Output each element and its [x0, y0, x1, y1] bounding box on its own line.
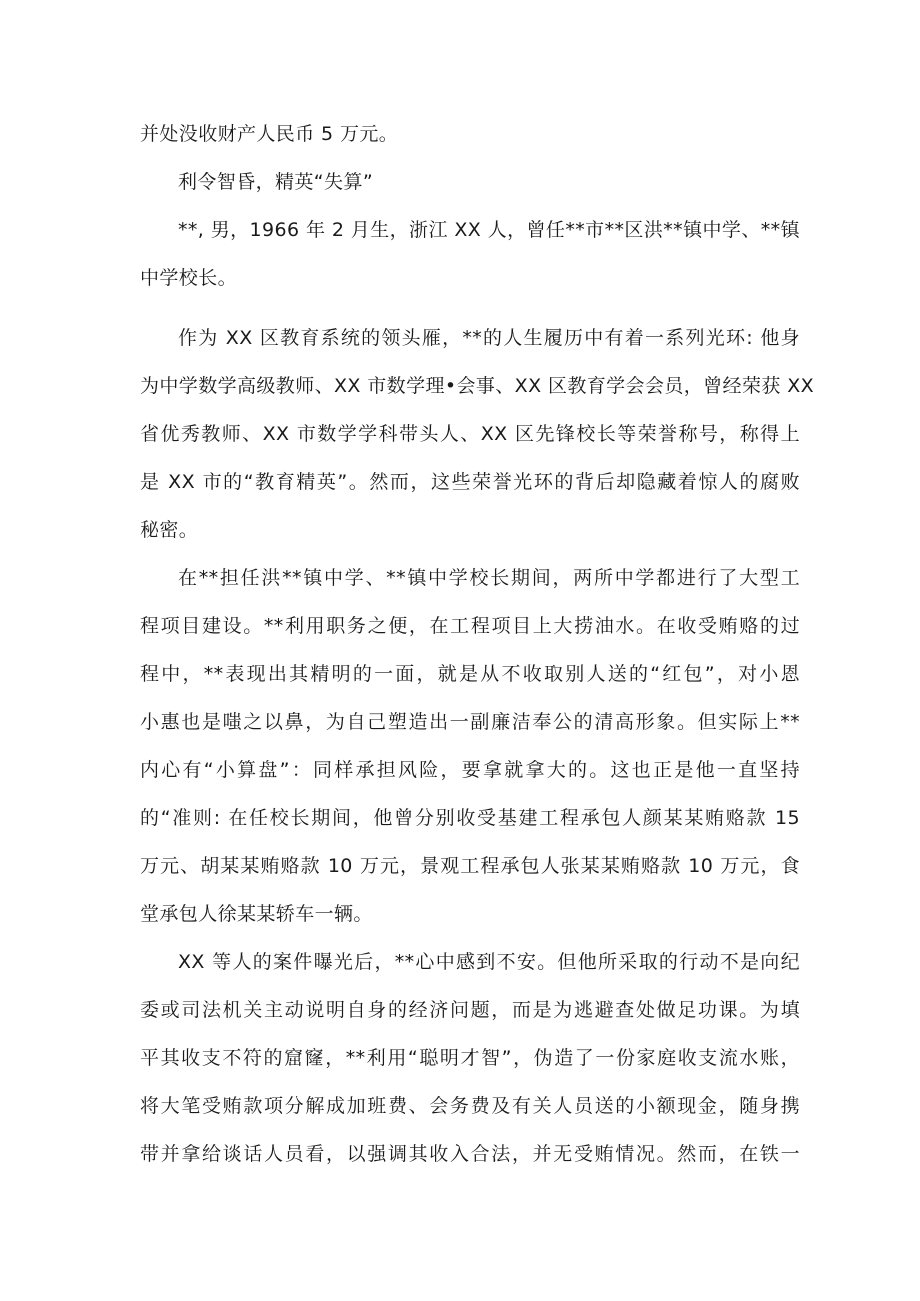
text-line: 程项目建设。**利用职务之便，在工程项目上大捞油水。在收受贿赂的过 — [140, 615, 800, 637]
text-line: 中学校长。 — [140, 267, 238, 289]
text-line: 内心有“小算盘”：同样承担风险，要拿就拿大的。这也正是他一直坚持 — [140, 759, 800, 781]
text-line: 在**担任洪**镇中学、**镇中学校长期间，两所中学都进行了大型工 — [178, 567, 800, 589]
text-line: XX 等人的案件曝光后，**心中感到不安。但他所采取的行动不是向纪 — [178, 951, 800, 973]
text-line: 秘密。 — [140, 519, 199, 541]
text-line: 省优秀教师、XX 市数学学科带头人、XX 区先锋校长等荣誉称号，称得上 — [140, 423, 800, 445]
text-line: 是 XX 市的“教育精英”。然而，这些荣誉光环的背后却隐藏着惊人的腐败 — [140, 471, 800, 493]
text-line: 将大笔受贿款项分解成加班费、会务费及有关人员送的小额现金，随身携 — [140, 1095, 800, 1117]
text-line: 带并拿给谈话人员看，以强调其收入合法，并无受贿情况。然而，在铁一 — [140, 1143, 800, 1165]
text-line: 程中，**表现出其精明的一面，就是从不收取别人送的“红包”，对小恩 — [140, 663, 800, 685]
text-line: 并处没收财产人民币 5 万元。 — [140, 123, 399, 145]
text-line: 的“准则: 在任校长期间，他曾分别收受基建工程承包人颜某某贿赂款 15 — [140, 807, 800, 829]
text-line: 小惠也是嗤之以鼻，为自己塑造出一副廉洁奉公的清高形象。但实际上** — [140, 711, 800, 733]
text-line: 堂承包人徐某某轿车一辆。 — [140, 903, 373, 925]
text-line: 作为 XX 区教育系统的领头雁，**的人生履历中有着一系列光环: 他身 — [178, 327, 800, 349]
section-heading: 利令智昏，精英“失算” — [178, 171, 374, 193]
text-line: 委或司法机关主动说明自身的经济问题，而是为逃避查处做足功课。为填 — [140, 999, 800, 1021]
text-line: 为中学数学高级教师、XX 市数学理•会事、XX 区教育学会会员，曾经荣获 XX — [140, 375, 815, 397]
text-line: **, 男，1966 年 2 月生，浙江 XX 人，曾任**市**区洪**镇中学、**镇 — [178, 219, 800, 241]
text-line: 万元、胡某某贿赂款 10 万元，景观工程承包人张某某贿赂款 10 万元，食 — [140, 855, 800, 877]
text-line: 平其收支不符的窟窿，**利用“聪明才智”，伪造了一份家庭收支流水账， — [140, 1047, 800, 1069]
